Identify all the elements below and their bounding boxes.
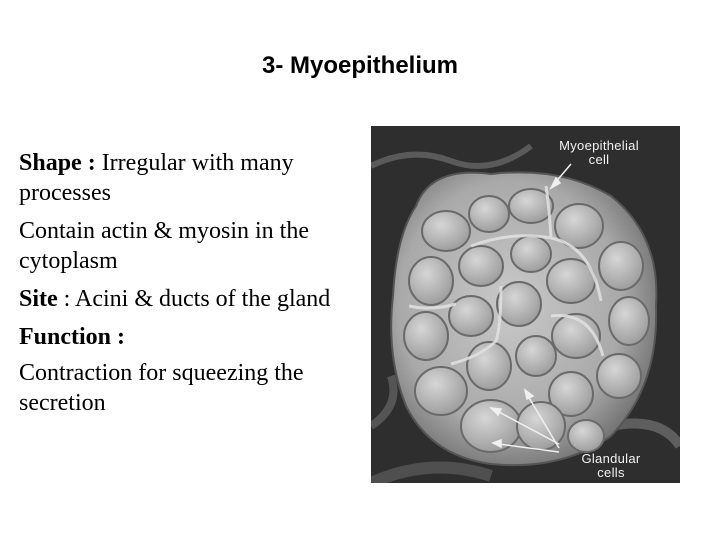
site-label: Site xyxy=(19,286,58,312)
micrograph-image xyxy=(371,126,680,483)
actin-paragraph: Contain actin & myosin in the cytoplasm xyxy=(19,218,309,274)
myoepithelial-cell-label: Myoepithelial cell xyxy=(559,138,639,167)
site-paragraph xyxy=(19,284,339,314)
body-text xyxy=(19,148,339,426)
shape-label: Shape : xyxy=(19,150,96,176)
shape-paragraph xyxy=(19,148,339,208)
slide-title: 3- Myoepithelium xyxy=(261,52,459,79)
shape-text: Irregular with many processes xyxy=(19,150,294,206)
glandular-cells-label: Glandular cells xyxy=(581,451,641,480)
function-text: Contraction for squeezing the secretion xyxy=(19,360,304,416)
site-text: : Acini & ducts of the gland xyxy=(57,286,331,312)
function-label: Function : xyxy=(19,324,126,350)
micrograph-figure xyxy=(371,126,680,483)
